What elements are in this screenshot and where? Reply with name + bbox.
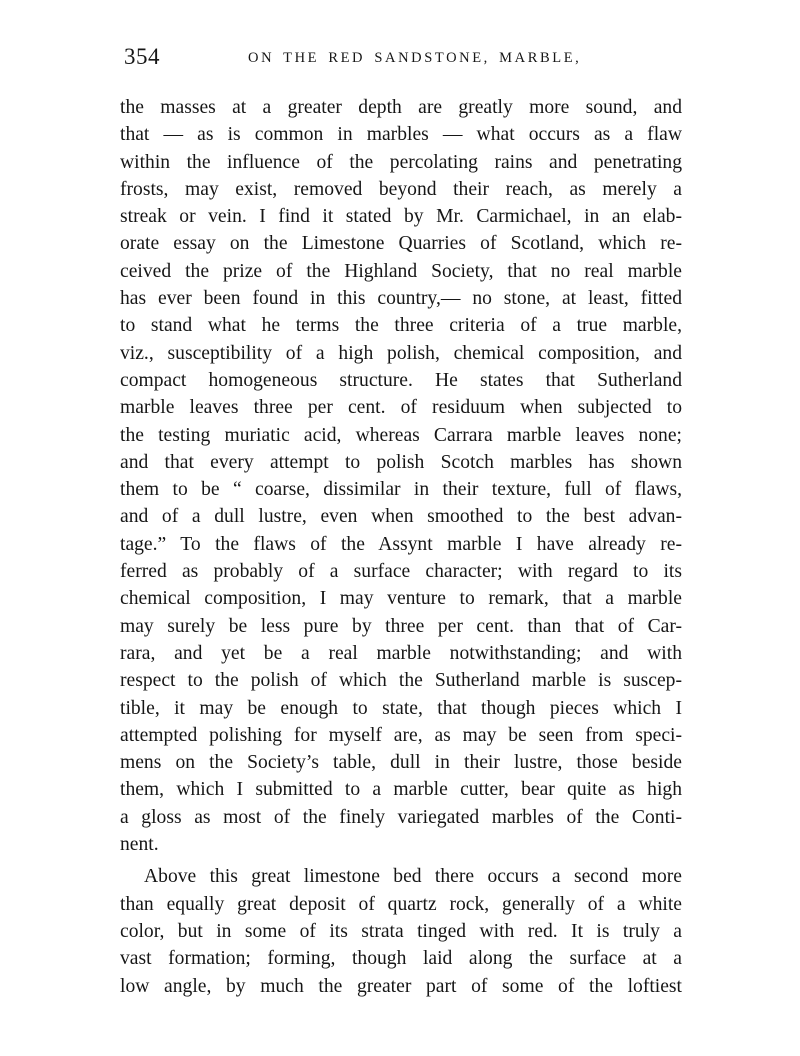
text-line: viz., susceptibility of a high polish, chemical composition, and <box>120 342 682 364</box>
text-line: nent. <box>120 834 159 856</box>
text-line: them to be “ coarse, dissimilar in their texture, full of flaws, <box>120 479 682 501</box>
text-line: color, but in some of its strata tinged with red. It is truly a <box>120 920 682 942</box>
text-line: the testing muriatic acid, whereas Carrara marble leaves none; <box>120 424 682 446</box>
text-line: streak or vein. I find it stated by Mr. Carmichael, in an elab- <box>120 206 682 228</box>
text-line: respect to the polish of which the Sutherland marble is suscep- <box>120 670 682 692</box>
text-line: than equally great deposit of quartz rock, generally of a white <box>120 893 682 915</box>
text-line: and that every attempt to polish Scotch marbles has shown <box>120 451 682 473</box>
text-line: Above this great limestone bed there occurs a second more <box>144 866 682 888</box>
text-line: tible, it may be enough to state, that though pieces which I <box>120 697 682 719</box>
text-line: ferred as probably of a surface character; with regard to its <box>120 561 682 583</box>
paragraph <box>120 863 682 999</box>
text-line: ceived the prize of the Highland Society, that no real marble <box>120 260 682 282</box>
text-line: low angle, by much the greater part of some of the loftiest <box>120 975 682 997</box>
text-line: that — as is common in marbles — what occurs as a flaw <box>120 124 682 146</box>
text-line: and of a dull lustre, even when smoothed to the best advan- <box>120 506 682 528</box>
page-header <box>0 44 800 74</box>
text-line: vast formation; forming, though laid along the surface at a <box>120 948 682 970</box>
text-line: orate essay on the Limestone Quarries of Scotland, which re- <box>120 233 682 255</box>
text-line: within the influence of the percolating rains and penetrating <box>120 151 682 173</box>
text-line: frosts, may exist, removed beyond their reach, as merely a <box>120 178 682 200</box>
text-line: marble leaves three per cent. of residuum when subjected to <box>120 397 682 419</box>
text-line: compact homogeneous structure. He states that Sutherland <box>120 369 682 391</box>
paragraph <box>120 94 682 858</box>
running-head: ON THE RED SANDSTONE, MARBLE, <box>248 50 582 66</box>
text-line: them, which I submitted to a marble cutter, bear quite as high <box>120 779 682 801</box>
text-line: rara, and yet be a real marble notwithstanding; and with <box>120 642 682 664</box>
text-line: chemical composition, I may venture to remark, that a marble <box>120 588 682 610</box>
text-line: attempted polishing for myself are, as may be seen from speci- <box>120 724 682 746</box>
body-text <box>120 94 682 1000</box>
text-line: has ever been found in this country,— no stone, at least, fitted <box>120 288 682 310</box>
text-line: to stand what he terms the three criteria of a true marble, <box>120 315 682 337</box>
page-number: 354 <box>124 44 160 69</box>
text-line: mens on the Society’s table, dull in their lustre, those beside <box>120 752 682 774</box>
text-line: the masses at a greater depth are greatly more sound, and <box>120 97 682 118</box>
text-line: a gloss as most of the finely variegated marbles of the Conti- <box>120 806 682 828</box>
text-line: may surely be less pure by three per cent. than that of Car- <box>120 615 682 637</box>
text-line: tage.” To the flaws of the Assynt marble I have already re- <box>120 533 682 555</box>
